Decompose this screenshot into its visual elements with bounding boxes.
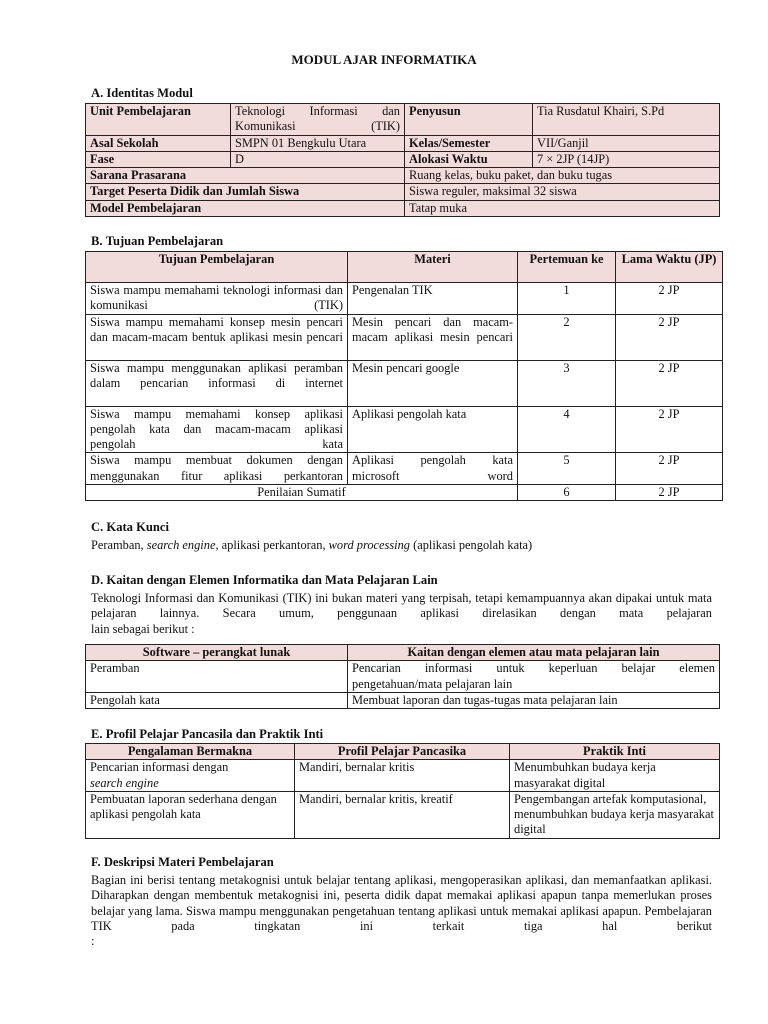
table-cell: Pengolah kata (86, 692, 348, 708)
table-cell: Membuat laporan dan tugas-tugas mata pelajaran lain (348, 692, 720, 708)
table-row (86, 135, 720, 151)
table-cell: Mesin pencari google (348, 360, 518, 406)
section-d-paragraph (91, 591, 712, 637)
table-cell: Penilaian Sumatif (86, 485, 518, 501)
table-cell: 2 JP (616, 314, 723, 360)
table-row (86, 692, 720, 708)
text-run-italic: search engine (146, 538, 216, 552)
table-cell: Penyusun (405, 104, 533, 136)
section-f-heading: F. Deskripsi Materi Pembelajaran (91, 855, 274, 869)
table-header-row (86, 252, 723, 283)
table-cell: 6 (518, 485, 616, 501)
table-cell: 1 (518, 283, 616, 315)
table-row (86, 200, 720, 216)
table-cell (86, 283, 348, 315)
table-row (86, 168, 720, 184)
cell-text: pengetahuan/mata pelajaran lain (352, 676, 513, 691)
table-cell: Tia Rusdatul Khairi, S.Pd (533, 104, 720, 136)
column-header: Pertemuan ke (518, 252, 616, 283)
column-header: Software – perangkat lunak (86, 645, 348, 661)
section-b-heading: B. Tujuan Pembelajaran (91, 234, 224, 248)
column-header: Tujuan Pembelajaran (86, 252, 348, 283)
paragraph-text: : (91, 934, 95, 949)
column-header: Pengalaman Bermakna (86, 744, 295, 760)
table-cell: 3 (518, 360, 616, 406)
column-header: Praktik Inti (510, 744, 720, 760)
identity-table (85, 103, 720, 217)
table-header-row (86, 744, 720, 760)
table-row (86, 314, 723, 360)
table-cell: 2 JP (616, 406, 723, 453)
text-run: Peramban, (91, 538, 147, 552)
cell-text: Siswa mampu membuat dokumen dengan menggunakan fitur aplikasi perkantoran (90, 453, 343, 483)
cell-text: Pencarian informasi untuk keperluan belajar elemen (352, 661, 715, 676)
table-cell: Siswa reguler, maksimal 32 siswa (405, 184, 720, 200)
cell-text: Siswa mampu menggunakan aplikasi peramban dalam pencarian informasi di internet (90, 360, 343, 390)
cell-text: Mesin pencari dan macam-macam aplikasi mesin pencari (352, 314, 513, 344)
table-row (86, 453, 723, 485)
table-cell: Model Pembelajaran (86, 200, 405, 216)
document-title: MODUL AJAR INFORMATIKA (291, 52, 477, 67)
table-cell: Ruang kelas, buku paket, dan buku tugas (405, 168, 720, 184)
table-cell (86, 406, 348, 453)
table-row (86, 283, 723, 315)
table-cell: D (231, 151, 405, 167)
table-cell: Peramban (86, 661, 348, 693)
table-cell: 2 JP (616, 485, 723, 501)
table-cell: Aplikasi pengolah kata (348, 406, 518, 453)
table-cell: SMPN 01 Bengkulu Utara (231, 135, 405, 151)
table-cell (348, 314, 518, 360)
section-e-heading: E. Profil Pelajar Pancasila dan Praktik Inti (91, 727, 324, 741)
table-cell (86, 360, 348, 406)
column-header: Lama Waktu (JP) (616, 252, 723, 283)
table-cell: VII/Ganjil (533, 135, 720, 151)
table-cell: 2 JP (616, 360, 723, 406)
table-cell: Pengenalan TIK (348, 283, 518, 315)
table-cell: 5 (518, 453, 616, 485)
objectives-table (85, 251, 723, 501)
table-cell: Menumbuhkan budaya kerja masyarakat digital (510, 760, 720, 792)
table-cell: Target Peserta Didik dan Jumlah Siswa (86, 184, 405, 200)
cell-text: Aplikasi pengolah kata microsoft word (352, 453, 513, 483)
keywords-paragraph (91, 538, 712, 553)
table-cell (86, 314, 348, 360)
column-header: Kaitan dengan elemen atau mata pelajaran lain (348, 645, 720, 661)
paragraph-text: Teknologi Informasi dan Komunikasi (TIK) ini bukan materi yang terpisah, tetapi kemampuannya akan dipakai untuk mata pelajaran lainnya. Secara umum, penggunaan aplikasi direlasikan dengan mata pelajaran (91, 591, 712, 621)
cell-text: Siswa mampu memahami teknologi informasi dan komunikasi (TIK) (90, 283, 343, 313)
table-cell: 4 (518, 406, 616, 453)
table-cell: Alokasi Waktu (405, 151, 533, 167)
table-header-row (86, 645, 720, 661)
cell-text: Pencarian informasi dengan (90, 760, 229, 775)
relations-table (85, 644, 720, 709)
text-run: , aplikasi perkantoran, (215, 538, 329, 552)
table-cell: Pembuatan laporan sederhana dengan aplikasi pengolah kata (86, 791, 295, 838)
table-row (86, 184, 720, 200)
section-c-heading: C. Kata Kunci (91, 520, 170, 534)
table-cell (348, 453, 518, 485)
table-row (86, 360, 723, 406)
table-cell: Kelas/Semester (405, 135, 533, 151)
table-cell: 2 JP (616, 453, 723, 485)
table-cell (231, 104, 405, 136)
table-cell: 2 (518, 314, 616, 360)
table-cell: Unit Pembelajaran (86, 104, 231, 136)
table-cell: Asal Sekolah (86, 135, 231, 151)
cell-text: Siswa mampu memahami konsep mesin pencari dan macam-macam bentuk aplikasi mesin pencari (90, 314, 343, 344)
profile-table (85, 743, 720, 839)
table-cell (348, 661, 720, 693)
text-run-italic: word processing (328, 538, 410, 552)
section-d-heading: D. Kaitan dengan Elemen Informatika dan Mata Pelajaran Lain (91, 573, 438, 587)
table-row (86, 485, 723, 501)
paragraph-text: Bagian ini berisi tentang metakognisi untuk belajar tentang aplikasi, mengoperasikan aplikasi, dan memanfaatkan aplikasi. Diharapkan dengan membentuk metakognisi ini, peserta didik dapat memakai aplikasi apapun tanpa memerlukan proses belajar yang lama. Siswa mampu menggunakan pengetahuan tentang aplikasi untuk memakai aplikasi apapun. Pembelajaran TIK pada tingkatan ini terkait tiga hal berikut (91, 873, 712, 933)
table-row (86, 791, 720, 838)
table-cell (86, 760, 295, 792)
table-cell (86, 453, 348, 485)
table-row (86, 760, 720, 792)
cell-text-italic: search engine (90, 775, 159, 790)
cell-text: Siswa mampu memahami konsep aplikasi pengolah kata dan macam-macam aplikasi pengolah kata (90, 406, 343, 452)
table-cell: 2 JP (616, 283, 723, 315)
table-cell: Fase (86, 151, 231, 167)
table-cell: 7 × 2JP (14JP) (533, 151, 720, 167)
cell-text: Teknologi Informasi dan Komunikasi (TIK) (235, 104, 400, 134)
column-header: Materi (348, 252, 518, 283)
table-cell: Pengembangan artefak komputasional, menumbuhkan budaya kerja masyarakat digital (510, 791, 720, 838)
table-row (86, 151, 720, 167)
table-row (86, 104, 720, 136)
table-cell: Sarana Prasarana (86, 168, 405, 184)
table-row (86, 661, 720, 693)
table-cell: Mandiri, bernalar kritis (295, 760, 510, 792)
table-cell: Mandiri, bernalar kritis, kreatif (295, 791, 510, 838)
text-run: (aplikasi pengolah kata) (410, 538, 533, 552)
column-header: Profil Pelajar Pancasika (295, 744, 510, 760)
table-cell: Tatap muka (405, 200, 720, 216)
table-row (86, 406, 723, 453)
section-f-paragraph (91, 873, 712, 949)
section-a-heading: A. Identitas Modul (91, 86, 193, 100)
paragraph-text: lain sebagai berikut : (91, 621, 195, 636)
